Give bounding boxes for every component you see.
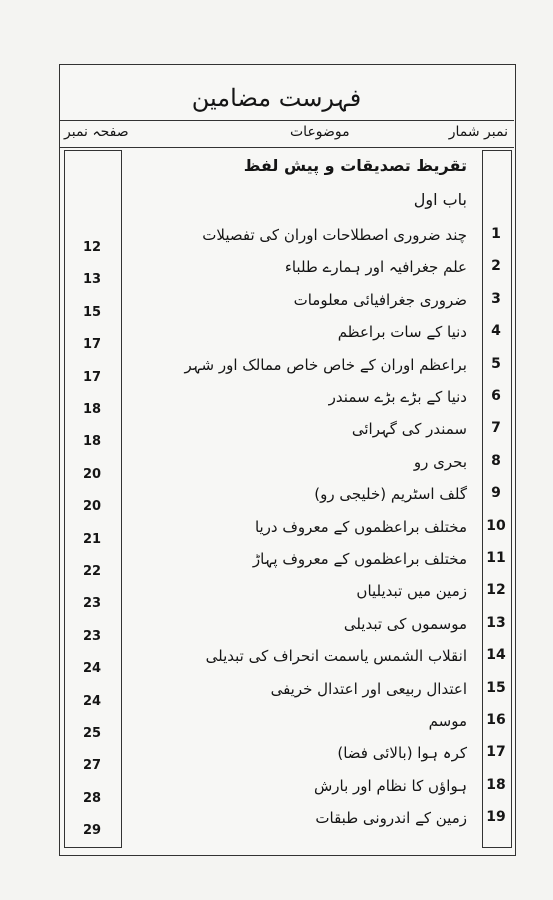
toc-entry — [0, 615, 553, 645]
entry-page: 18 — [82, 434, 102, 450]
header-page: صفحہ نمبر — [64, 124, 129, 140]
entry-number: 3 — [491, 290, 501, 307]
entry-number: 8 — [491, 452, 501, 469]
toc-entry — [0, 809, 553, 839]
intro-heading: تقریظ تصدیقات و پیش لفظ — [243, 156, 467, 175]
chapter-heading: باب اول — [413, 190, 467, 209]
entry-title: چند ضروری اصطلاحات اوران کی تفصیلات — [202, 226, 467, 244]
entry-title: علم جغرافیہ اور ہمارے طلباء — [284, 258, 467, 277]
toc-entry — [0, 777, 553, 807]
entry-page: 17 — [82, 369, 102, 385]
entry-title: ضروری جغرافیائی معلومات — [293, 290, 467, 309]
entry-page: 23 — [82, 628, 102, 644]
entry-number: 19 — [486, 809, 506, 826]
entry-page: 20 — [82, 466, 102, 482]
page-title: فہرست مضامین — [191, 84, 362, 112]
entry-number: 18 — [486, 776, 506, 793]
entry-page: 29 — [82, 823, 102, 839]
entry-title: گلف اسٹریم (خلیجی رو) — [314, 485, 467, 504]
entry-page: 25 — [82, 726, 102, 741]
entry-page: 13 — [82, 272, 102, 288]
entry-page: 22 — [82, 564, 102, 579]
entry-number: 17 — [486, 744, 506, 761]
entry-title: دنیا کے سات براعظم — [337, 323, 467, 342]
entry-number: 11 — [486, 550, 506, 566]
header-topics: موضوعات — [290, 124, 350, 140]
entry-title: موسموں کی تبدیلی — [343, 614, 467, 633]
entry-page: 18 — [82, 402, 102, 417]
toc-entry — [0, 680, 553, 710]
entry-page: 28 — [82, 790, 102, 806]
entry-title: موسم — [428, 712, 467, 730]
toc-entry — [0, 388, 553, 418]
entry-title: زمین کے اندرونی طبقات — [315, 809, 467, 828]
toc-entry — [0, 226, 553, 256]
entry-page: 23 — [82, 596, 102, 612]
toc-entry — [0, 647, 553, 677]
entry-page: 27 — [82, 758, 102, 774]
entry-number: 2 — [491, 258, 501, 275]
entry-number: 12 — [486, 582, 506, 599]
toc-entry — [0, 485, 553, 515]
entry-title: دنیا کے بڑے بڑے سمندر — [328, 388, 467, 406]
entry-page: 15 — [82, 304, 102, 320]
entry-number: 7 — [491, 420, 501, 437]
entry-number: 14 — [486, 647, 506, 664]
entry-number: 1 — [491, 226, 501, 242]
entry-title: مختلف براعظموں کے معروف دریا — [254, 517, 467, 536]
entry-page: 17 — [82, 337, 102, 353]
header-serial: نمبر شمار — [448, 124, 508, 140]
entry-number: 4 — [491, 323, 501, 340]
entry-title: بحری رو — [413, 452, 467, 471]
entry-page: 24 — [82, 693, 102, 709]
entry-title: زمین میں تبدیلیاں — [356, 582, 467, 601]
toc-entry — [0, 356, 553, 386]
toc-entry — [0, 323, 553, 353]
entry-number: 6 — [491, 388, 501, 404]
entry-number: 15 — [486, 679, 506, 696]
toc-entry — [0, 291, 553, 321]
entry-title: انقلاب الشمس یاسمت انحراف کی تبدیلی — [205, 647, 467, 666]
toc-entry — [0, 550, 553, 580]
toc-entry — [0, 453, 553, 483]
entry-title: اعتدال ربیعی اور اعتدال خریفی — [270, 679, 467, 698]
toc-entry — [0, 712, 553, 742]
entry-title: کرہ ہوا (بالائی فضا) — [337, 744, 467, 763]
entry-title: مختلف براعظموں کے معروف پہاڑ — [252, 550, 467, 568]
entry-number: 9 — [491, 485, 501, 502]
entry-title: سمندر کی گہرائی — [351, 420, 467, 439]
entry-title: براعظم اوران کے خاص خاص ممالک اور شہر — [184, 355, 467, 374]
entry-number: 13 — [486, 614, 506, 631]
toc-entry — [0, 518, 553, 548]
entry-number: 10 — [486, 517, 506, 534]
entry-title: ہواؤں کا نظام اور بارش — [313, 776, 467, 795]
entry-page: 24 — [82, 661, 102, 677]
toc-entry — [0, 582, 553, 612]
entry-page: 21 — [82, 531, 102, 547]
toc-entry — [0, 744, 553, 774]
entry-number: 5 — [491, 355, 501, 372]
entry-page: 20 — [82, 499, 102, 515]
toc-entry — [0, 420, 553, 450]
entry-page: 12 — [82, 240, 102, 255]
entry-number: 16 — [486, 712, 506, 728]
toc-entry — [0, 258, 553, 288]
